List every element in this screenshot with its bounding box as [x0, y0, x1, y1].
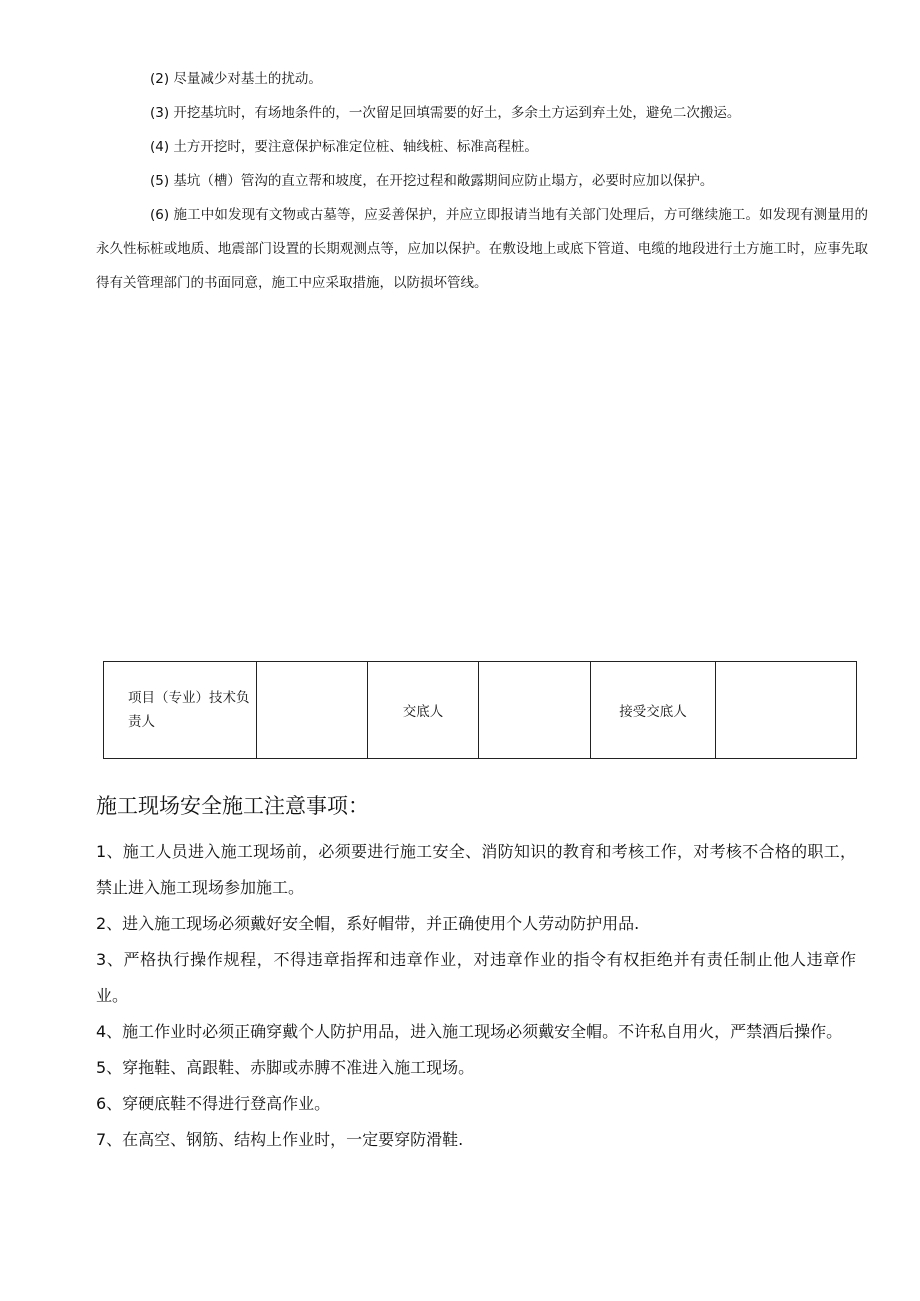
- safety-notes-title: 施工现场安全施工注意事项：: [96, 794, 369, 818]
- step-4: (4) 土方开挖时，要注意保护标准定位桩、轴线桩、标准高程桩。: [150, 139, 538, 155]
- receiver-label: 接受交底人: [591, 662, 716, 759]
- presenter-label: 交底人: [368, 662, 479, 759]
- tech-lead-signature-cell: [257, 662, 368, 759]
- step-6: (6) 施工中如发现有文物或古墓等，应妥善保护，并应立即报请当地有关部门处理后，方可继续施工。如发现有测量用的永久性标桩或地质、地震部门设置的长期观测点等，应加以保护。在敷设地上或底下管道、电缆的地段进行土方施工时，应事先取得有关管理部门的书面同意，施工中应采取措施，以防损坏管线。: [96, 207, 868, 291]
- step-5: (5) 基坑（槽）管沟的直立帮和坡度，在开挖过程和敞露期间应防止塌方，必要时应加以保护。: [150, 173, 714, 189]
- signature-row: [104, 662, 857, 759]
- safety-note-1: 1、施工人员进入施工现场前，必须要进行施工安全、消防知识的教育和考核工作，对考核不合格的职工，禁止进入施工现场参加施工。: [96, 842, 856, 897]
- step-2: (2) 尽量减少对基土的扰动。: [150, 71, 322, 87]
- safety-note-4: 4、施工作业时必须正确穿戴个人防护用品，进入施工现场必须戴安全帽。不许私自用火，严禁酒后操作。: [96, 1022, 843, 1041]
- receiver-signature-cell: [716, 662, 857, 759]
- safety-note-7: 7、在高空、钢筋、结构上作业时，一定要穿防滑鞋.: [96, 1130, 464, 1149]
- step-3: (3) 开挖基坑时，有场地条件的，一次留足回填需要的好土，多余土方运到弃土处，避免二次搬运。: [150, 105, 741, 121]
- safety-note-2: 2、进入施工现场必须戴好安全帽，系好帽带，并正确使用个人劳动防护用品.: [96, 914, 640, 933]
- signature-table: [103, 661, 857, 759]
- safety-notes-list: [96, 834, 856, 1158]
- construction-steps: [96, 62, 868, 300]
- presenter-signature-cell: [479, 662, 591, 759]
- tech-lead-label: 项目（专业）技术负责人: [104, 662, 257, 759]
- safety-note-5: 5、穿拖鞋、高跟鞋、赤脚或赤膊不准进入施工现场。: [96, 1058, 475, 1077]
- safety-note-6: 6、穿硬底鞋不得进行登高作业。: [96, 1094, 331, 1113]
- safety-note-3: 3、严格执行操作规程，不得违章指挥和违章作业，对违章作业的指令有权拒绝并有责任制止他人违章作业。: [96, 950, 856, 1005]
